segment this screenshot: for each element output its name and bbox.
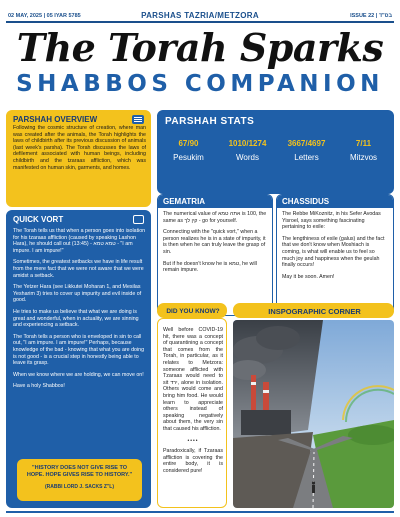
chassidus-paragraph: May it be soon. Amen! <box>282 273 335 280</box>
issue-date: 02 MAY, 2025 | 05 IYAR 5785 <box>8 13 81 19</box>
gematria-paragraph: But if he doesn't know he is טמא, he will remain impure. <box>163 260 257 274</box>
stat-label: Words <box>236 153 259 162</box>
dyk-paragraph: Well before COVID-19 hit, there was a concept of quarantining a concept that comes from the Torah, in particular, as it relates to Metzora: someone afflicted with Tzaraas would need to sit ירד, alone in isolation. Others would come and bring him food. He would learn to appreciate others instead of speaking negatively about them, the very sin that caused his affliction. <box>163 327 223 432</box>
chassidus-text <box>282 211 388 285</box>
vort-paragraph: The Torah tells us that when a person goes into isolation for his tzaraas affliction (caused by speaking Lashon Hara), he should call out (13:45) - טמא טמא - "I am impure. I am impure!" <box>13 228 146 254</box>
chassidus-title: CHASSIDUS <box>277 195 393 208</box>
vort-text <box>13 228 146 395</box>
crossroads-image <box>233 320 394 508</box>
stat-words <box>218 139 277 162</box>
vort-paragraph: When we know where we are holding, we can move on! <box>13 371 144 378</box>
list-icon <box>132 115 144 124</box>
chassidus-paragraph: The lengthiness of exile (galus) and the fact that we don't know when Moshiach is coming, is what will enable us to feel so much joy and happiness when the geulah finally occurs! <box>282 235 385 269</box>
did-you-know-tag <box>157 303 227 318</box>
document-icon <box>133 215 144 224</box>
gematria-text <box>163 211 267 279</box>
dyk-text <box>163 327 223 479</box>
header-divider <box>6 21 394 23</box>
quote-box <box>17 459 142 501</box>
inspographic-tag <box>233 303 394 318</box>
parsha-stats-box <box>157 110 394 194</box>
stat-value: 3667/4697 <box>287 139 326 148</box>
overview-title: PARSHAH OVERVIEW <box>13 115 98 124</box>
gematria-box <box>157 194 273 316</box>
masthead-title: The Torah Sparks <box>16 25 384 70</box>
stat-mitzvos <box>334 139 393 162</box>
dyk-paragraph: Paradoxically, if Tzaraas affliction is covering the entire body, it is considered pure! <box>163 448 223 474</box>
inspographic-title: INSPOGRAPHIC CORNER <box>268 307 361 316</box>
vort-paragraph: He tries to make us believe that what we are doing is great and wonderful, when in actuality, we are sinning and experiencing a setback. <box>13 308 139 329</box>
parsha-overview-box <box>6 110 151 207</box>
vort-paragraph: Sometimes, the greatest setbacks we have in life result from the mere fact that we were not aware that we were amidst a setback. <box>13 259 144 279</box>
vort-paragraph: The Torah tells a person who is enveloped in sin to call out, "I am impure. I am impure!" Perhaps, because knowledge of the bad - knowing that what you are doing is not good - is a crucial step in honestly being able to leave its grasp. <box>13 333 145 367</box>
top-bar <box>0 0 400 24</box>
quick-vort-box <box>6 210 151 508</box>
gematria-paragraph: The numerical value of אתה טמא is 100, the same as קין לך - go for yourself. <box>163 211 267 224</box>
stat-pesukim <box>159 139 218 162</box>
stat-value: 7/11 <box>355 139 372 148</box>
parsha-name: PARSHAS TAZRIA/METZORA <box>141 11 259 20</box>
gematria-paragraph: Connecting with the "quick vort," when a person realizes he is in a state of impurity, it is then when he can truly leave the grasp of sin. <box>163 229 266 255</box>
stat-label: Pesukim <box>173 153 204 162</box>
crossroads-illustration <box>233 320 394 508</box>
stat-value: 1010/1274 <box>228 139 267 148</box>
stat-letters <box>277 139 336 162</box>
stat-label: Mitzvos <box>349 153 378 162</box>
quote-text: "HISTORY DOES NOT GIVE RISE TO HOPE. HOPE GIVES RISE TO HISTORY." <box>26 465 133 478</box>
did-you-know-box <box>157 318 227 508</box>
stats-title: PARSHAH STATS <box>165 116 255 127</box>
footer-divider <box>6 511 394 513</box>
stat-label: Letters <box>294 153 319 162</box>
chassidus-box <box>276 194 394 316</box>
gematria-title: GEMATRIA <box>158 195 272 208</box>
vort-paragraph: The Yetzer Hara (see Likkutei Moharan 1, and Mesilas Yesharim 3) tries to cover up impurity and evil inside of good. <box>13 284 142 304</box>
quote-author: (RABBI LORD J. SACKS Z"L) <box>44 484 115 490</box>
vort-paragraph: Have a holy Shabbos! <box>13 383 65 390</box>
overview-text: Following the cosmic structure of creation, where man was created after the animals, the Torah highlights the laws of childbirth after its previous discussion of animals (last week's parsha). The Torah discusses the laws of defilement associated with human beings, including childbirth and the tzaraas affliction, which was manifested on human skin, garments, and homes. <box>13 125 146 171</box>
stat-value: 67/90 <box>178 139 199 148</box>
masthead-subtitle: SHABBOS COMPANION <box>16 71 384 97</box>
vort-title: QUICK VORT <box>13 215 64 224</box>
separator-dots: •••• <box>187 437 199 444</box>
chassidus-paragraph: The Rebbe MiKoznitz, in his Sefer Avodas Yisroel, says something fascinating pertaining to exile: <box>282 211 381 231</box>
issue-number: ISSUE 22 | בס"ד <box>350 13 392 19</box>
did-you-know-title: DID YOU KNOW? <box>166 308 220 315</box>
